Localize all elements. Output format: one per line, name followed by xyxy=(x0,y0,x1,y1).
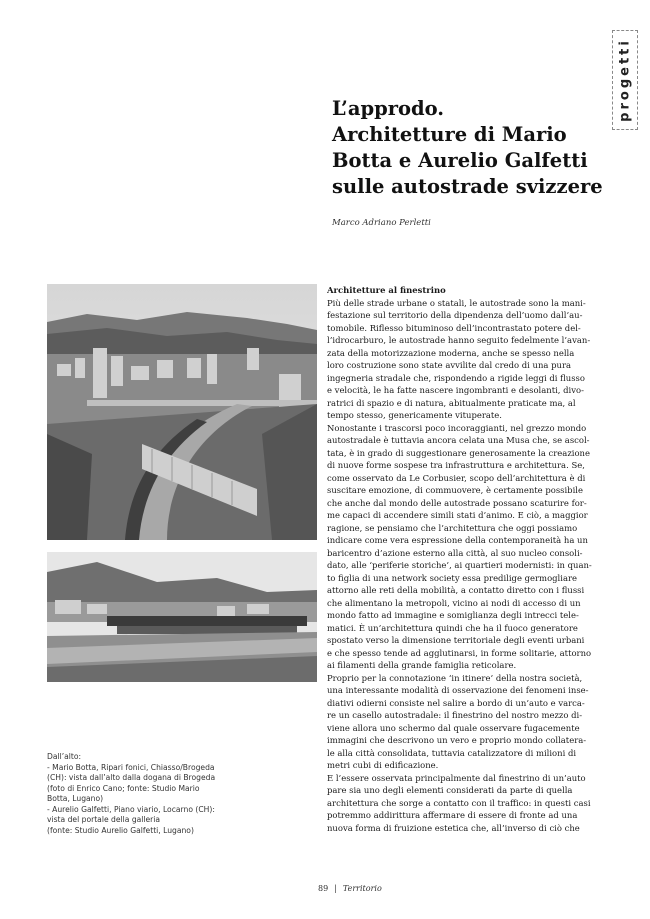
caption-line: (CH): vista dall’alto dalla dogana di Brogeda xyxy=(47,773,216,782)
section-tab xyxy=(612,30,638,130)
body-line: Nonostante i trascorsi poco incoraggianti, nel grezzo mondo xyxy=(327,422,587,433)
body-line: suscitare emozione, di commuovere, è certamente possibile xyxy=(327,485,583,495)
title-line: Architetture di Mario xyxy=(332,123,567,146)
body-line: come osservato da Le Corbusier, scopo dell’architettura è di xyxy=(327,472,586,483)
body-line: l’idrocarburo, le autostrade hanno seguito fedelmente l’avan- xyxy=(327,335,591,345)
photo-caption xyxy=(47,752,317,836)
title-line: Botta e Aurelio Galfetti xyxy=(332,149,588,172)
body-line: zata della motorizzazione moderna, anche se spesso nella xyxy=(327,347,575,358)
body-line: diativi odierni consiste nel salire a bordo di un’auto e varca- xyxy=(327,697,585,708)
body-line: e velocità, le ha fatte nascere ingombranti e desolanti, divo- xyxy=(327,385,584,395)
title-line: L’approdo. xyxy=(332,97,445,120)
body-line: ingegneria stradale che, rispondendo a rigide leggi di flusso xyxy=(327,372,585,383)
body-line: E l’essere osservata principalmente dal finestrino di un’auto xyxy=(327,772,586,783)
section-tab-label: progetti xyxy=(617,38,633,122)
body-line: loro costruzione sono state avvilite dal credo di una pura xyxy=(327,360,572,370)
body-line: Proprio per la connotazione ‘in itinere’ della nostra società, xyxy=(327,672,583,683)
body-line: che anche dal mondo delle autostrade possano scaturire for- xyxy=(327,497,587,508)
body-line: immagini che descrivono un vero e proprio mondo collatera- xyxy=(327,735,587,745)
body-line: indicare come vera espressione della contemporaneità ha un xyxy=(327,535,588,545)
photo-tunnel-portal xyxy=(47,552,317,682)
caption-line: Dall’alto: xyxy=(47,752,82,761)
page-footer xyxy=(318,884,382,893)
body-line: che alimentano la metropoli, vicino ai nodi di accesso di un xyxy=(327,597,581,608)
body-line: me capaci di accendere simili stati d’animo. E ciò, a maggior xyxy=(327,510,588,520)
caption-line: - Mario Botta, Ripari fonici, Chiasso/Brogeda xyxy=(47,762,215,772)
body-line: spostato verso la dimensione territoriale degli eventi urbani xyxy=(327,635,585,645)
caption-line: (foto di Enrico Cano; fonte: Studio Mario xyxy=(47,783,200,793)
body-line: una interessante modalità di osservazione dei fenomeni inse- xyxy=(327,685,589,695)
body-line: tata, è in grado di suggestionare generosamente la creazione xyxy=(327,447,590,458)
caption-line: Botta, Lugano) xyxy=(47,794,104,803)
body-line: ai filamenti della grande famiglia reticolare. xyxy=(327,660,517,670)
body-line: metri cubi di edificazione. xyxy=(327,760,439,770)
body-line: to figlia di una network society essa predilige germogliare xyxy=(327,572,577,583)
footer-separator: | xyxy=(334,884,337,893)
body-paragraphs xyxy=(327,297,609,835)
title-line: sulle autostrade svizzere xyxy=(332,175,603,198)
caption-line: (fonte: Studio Aurelio Galfetti, Lugano) xyxy=(47,825,194,835)
section-heading: Architetture al finestrino xyxy=(327,285,446,295)
body-line: le alla città consolidata, tuttavia catalizzatore di milioni di xyxy=(327,747,577,758)
page-number: 89 xyxy=(318,884,329,893)
body-line: viene allora uno schermo dal quale osservare fugacemente xyxy=(327,722,580,733)
body-line: dato, alle ‘periferie storiche’, ai quartieri modernisti: in quan- xyxy=(327,560,592,570)
body-line: potremmo addirittura affermare di essere di fronte ad una xyxy=(327,810,578,820)
body-line: tempo stesso, genericamente vituperate. xyxy=(327,410,502,420)
photo-highway-aerial xyxy=(47,284,317,540)
body-line: Più delle strade urbane o statali, le autostrade sono la mani- xyxy=(327,297,586,308)
caption-line: vista del portale della galleria xyxy=(47,815,161,824)
magazine-name: Territorio xyxy=(342,884,382,893)
body-line: re un casello autostradale: il finestrino del nostro mezzo di- xyxy=(327,710,583,720)
body-line: autostradale è tuttavia ancora celata una Musa che, se ascol- xyxy=(327,435,590,445)
body-line: attorno alle reti della mobilità, a contatto diretto con i flussi xyxy=(327,585,585,595)
body-line: ragione, se pensiamo che l’architettura che oggi possiamo xyxy=(327,522,578,533)
body-line: di nuove forme sospese tra infrastruttura e architettura. Se, xyxy=(327,460,585,470)
body-line: pare sia uno degli elementi considerati da parte di quella xyxy=(327,785,573,795)
article-body xyxy=(327,284,609,834)
body-line: mondo fatto ad immagine e somiglianza degli intrecci tele- xyxy=(327,610,579,620)
body-line: ratrici di spazio e di natura, abitualmente praticate ma, al xyxy=(327,397,576,408)
body-line: festazione sul territorio della dipendenza dell’uomo dall’au- xyxy=(327,310,583,320)
body-line: matici. È un’architettura quindi che ha il fuoco generatore xyxy=(327,622,578,633)
body-line: architettura che sorge a contatto con il traffico: in questi casi xyxy=(327,797,591,808)
body-line: nuova forma di fruizione estetica che, all’inverso di ciò che xyxy=(327,822,580,833)
body-line: tomobile. Riflesso bituminoso dell’incontrastato potere del- xyxy=(327,322,581,333)
body-line: baricentro d’azione esterno alla città, al suo nucleo consoli- xyxy=(327,547,583,558)
author-byline: Marco Adriano Perletti xyxy=(332,218,431,228)
body-line: e che spesso tende ad agglutinarsi, in forme solitarie, attorno xyxy=(327,647,592,658)
caption-line: - Aurelio Galfetti, Piano viario, Locarno (CH): xyxy=(47,804,215,814)
article-title xyxy=(332,96,602,200)
